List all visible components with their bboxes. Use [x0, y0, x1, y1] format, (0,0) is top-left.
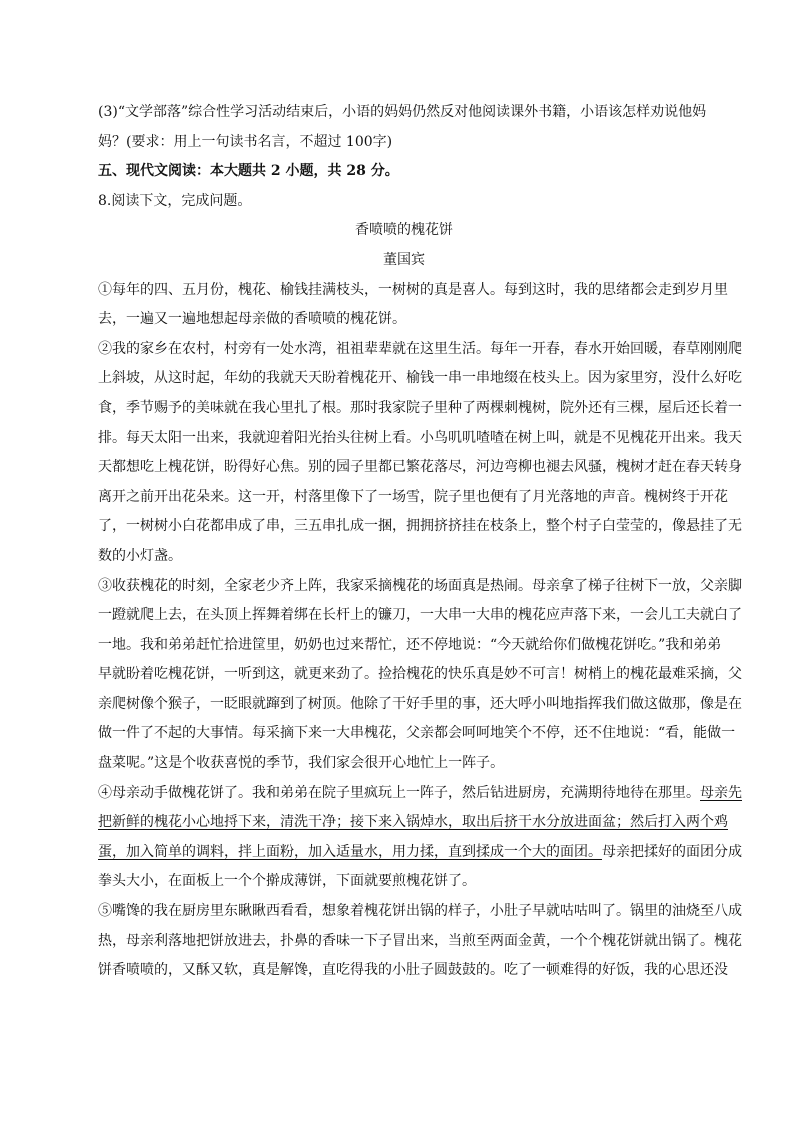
article-line: 天都想吃上槐花饼，盼得好心焦。别的园子里都已繁花落尽，河边弯柳也褪去风骚，槐树才赶在春天转身: [98, 459, 742, 476]
article-line: 离开之前开出花朵来。这一开，村落里像下了一场雪，院子里也便有了月光落地的声音。槐树终于开花: [98, 488, 728, 505]
article-title: 香喷喷的槐花饼: [355, 222, 453, 239]
p4-line3: [98, 838, 742, 868]
question3-line1: (3)“文学部落”综合性学习活动结束后，小语的妈妈仍然反对他阅读课外书籍，小语该怎样劝说他妈: [98, 104, 707, 120]
article-body-p1-p3: [98, 276, 742, 779]
p5-line: 热，母亲利落地把饼放进去，扑鼻的香味一下子冒出来，当煎至两面金黄，一个个槐花饼就出锅了。槐花: [98, 932, 742, 949]
article-line: 一蹬就爬上去，在头顶上挥舞着绑在长杆上的镰刀，一大串一大串的槐花应声落下来，一会儿工夫就白了: [98, 607, 742, 624]
article-paragraph-5: [98, 897, 742, 986]
article-line: ②我的家乡在农村，村旁有一处水湾，祖祖辈辈就在这里生活。每年一开春，春水开始回暖，春草刚刚爬: [98, 340, 742, 357]
article-author: 董国宾: [383, 251, 425, 268]
article-line: 上斜坡，从这时起，年幼的我就天天盼着槐花开、榆钱一串一串地缀在枝头上。因为家里穷，没什么好吃: [98, 370, 742, 387]
article-line: 数的小灯盏。: [98, 547, 182, 564]
p5-line: ⑤嘴馋的我在厨房里东瞅瞅西看看，想象着槐花饼出锅的样子，小肚子早就咕咕叫了。锅里的油烧至八成: [98, 903, 742, 920]
question3-line2: 妈？(要求：用上一句读书名言，不超过 100字): [98, 133, 393, 150]
p4-underlined-text: 蛋，加入简单的调料，拌上面粉，加入适量水，用力揉，直到揉成一个大的面团。: [98, 843, 602, 860]
p4-line4: 拳头大小，在面板上一个个擀成薄饼，下面就要煎槐花饼了。: [98, 873, 476, 890]
p5-line: 饼香喷喷的，又酥又软，真是解馋，直吃得我的小肚子圆鼓鼓的。吃了一顿难得的好饭，我的心思还没: [98, 962, 728, 979]
p4-line1: [98, 779, 742, 809]
article-line: 去，一遍又一遍地想起母亲做的香喷喷的槐花饼。: [98, 311, 406, 328]
article-line: 排。每天太阳一出来，我就迎着阳光抬头往树上看。小鸟叽叽喳喳在树上叫，就是不见槐花开出来。我天: [98, 429, 742, 446]
article-line: 了，一树树小白花都串成了串，三五串扎成一捆，拥拥挤挤挂在枝条上，整个村子白莹莹的，像悬挂了无: [98, 518, 742, 535]
article-paragraph-4: [98, 779, 742, 897]
p4-underlined-text: 把新鲜的槐花小心地捋下来，清洗干净；接下来入锅焯水，取出后挤干水分放进面盆；然后打入两个鸡: [98, 814, 728, 831]
article-line: 食，季节赐予的美味就在我心里扎了根。那时我家院子里种了两棵刺槐树，院外还有三棵，屋后还长着一: [98, 399, 742, 416]
article-line: 做一件了不起的大事情。每采摘下来一大串槐花，父亲都会呵呵地笑个不停，还不住地说：“看，能做一: [98, 725, 736, 742]
p4-text: 母亲把揉好的面团分成: [602, 843, 742, 860]
p4-text: ④母亲动手做槐花饼了。我和弟弟在院子里疯玩上一阵子，然后钻进厨房，充满期待地待在那里。: [98, 784, 700, 801]
article-line: 一地。我和弟弟赶忙拾进筐里，奶奶也过来帮忙，还不停地说：“今天就给你们做槐花饼吃。”我和弟弟: [98, 636, 722, 653]
article-line: 早就盼着吃槐花饼，一听到这，就更来劲了。捡拾槐花的快乐真是妙不可言！树梢上的槐花最难采摘，父: [98, 666, 742, 683]
article-line: ①每年的四、五月份，槐花、榆钱挂满枝头，一树树的真是喜人。每到这时，我的思绪都会走到岁月里: [98, 281, 728, 298]
p4-underlined-text: 母亲先: [700, 784, 742, 801]
question8-prompt: 8.阅读下文，完成问题。: [98, 192, 252, 209]
document-page: [98, 98, 742, 986]
p4-line2: [98, 808, 728, 838]
section5-heading: 五、现代文阅读：本大题共 2 小题，共 28 分。: [98, 163, 399, 180]
article-line: 亲爬树像个猴子，一眨眼就蹿到了树顶。他除了干好手里的事，还大呼小叫地指挥我们做这做那，像是在: [98, 695, 742, 712]
article-line: 盘菜呢。”这是个收获喜悦的季节，我们家会很开心地忙上一阵子。: [98, 755, 505, 772]
article-line: ③收获槐花的时刻，全家老少齐上阵，我家采摘槐花的场面真是热闹。母亲拿了梯子往树下一放，父亲脚: [98, 577, 742, 594]
